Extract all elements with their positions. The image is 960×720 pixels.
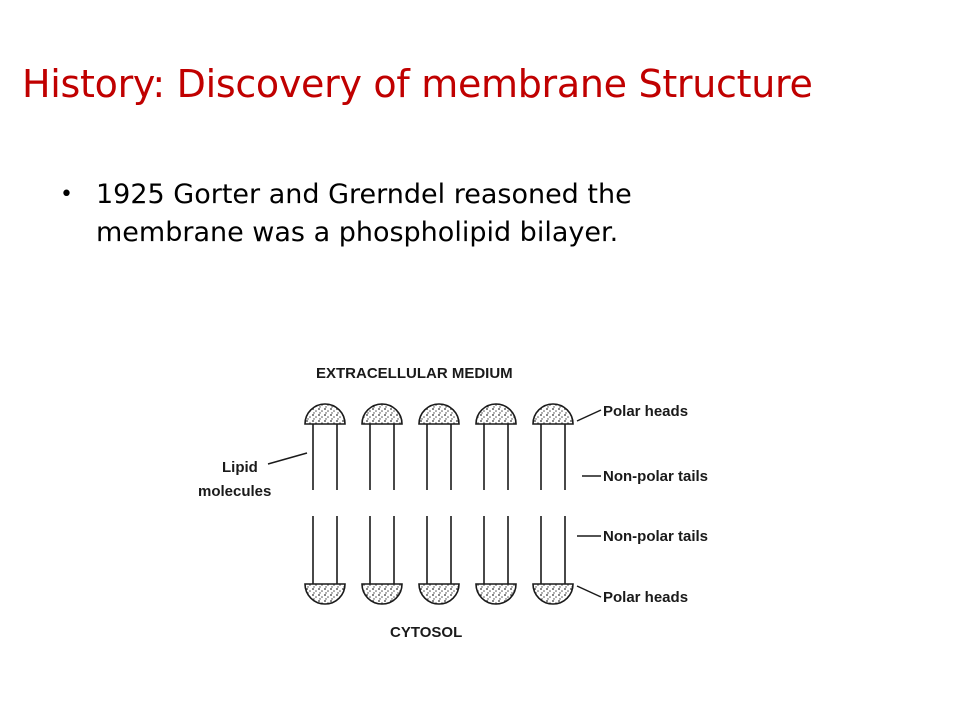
lipid-molecule	[419, 516, 459, 604]
lipid-molecule	[362, 516, 402, 604]
polar-head-icon	[533, 404, 573, 424]
bullet-dot-icon: •	[60, 182, 73, 207]
lipid-molecules-label-line1: Lipid	[222, 459, 258, 476]
bullet-line-1: 1925 Gorter and Grerndel reasoned the	[96, 179, 632, 210]
lipid-molecule	[476, 404, 516, 490]
polar-heads-top-pointer	[577, 410, 601, 421]
lipid-molecule	[305, 516, 345, 604]
polar-head-icon	[362, 404, 402, 424]
lower-lipid-layer	[305, 516, 573, 604]
lipid-molecule	[419, 404, 459, 490]
lipid-molecule	[533, 404, 573, 490]
polar-head-icon	[419, 404, 459, 424]
polar-heads-bottom-label: Polar heads	[603, 589, 689, 606]
polar-head-icon	[476, 584, 516, 604]
bullet-line-2: membrane was a phospholipid bilayer.	[96, 217, 619, 248]
lipid-molecules-label-line2: molecules	[198, 483, 272, 500]
polar-head-icon	[533, 584, 573, 604]
slide-title: History: Discovery of membrane Structure	[22, 62, 813, 106]
polar-head-icon	[419, 584, 459, 604]
upper-lipid-layer	[305, 404, 573, 490]
lipid-molecule	[476, 516, 516, 604]
non-polar-tails-top-label: Non-polar tails	[603, 468, 709, 485]
lipid-molecules-pointer	[268, 453, 307, 464]
cytosol-label: CYTOSOL	[390, 624, 463, 641]
polar-head-icon	[305, 584, 345, 604]
lipid-molecule	[533, 516, 573, 604]
non-polar-tails-bottom-label: Non-polar tails	[603, 528, 709, 545]
lipid-molecule	[362, 404, 402, 490]
polar-heads-bottom-pointer	[577, 586, 601, 597]
polar-head-icon	[362, 584, 402, 604]
polar-head-icon	[305, 404, 345, 424]
polar-heads-top-label: Polar heads	[603, 403, 689, 420]
lipid-molecule	[305, 404, 345, 490]
extracellular-medium-label: EXTRACELLULAR MEDIUM	[316, 365, 513, 382]
polar-head-icon	[476, 404, 516, 424]
